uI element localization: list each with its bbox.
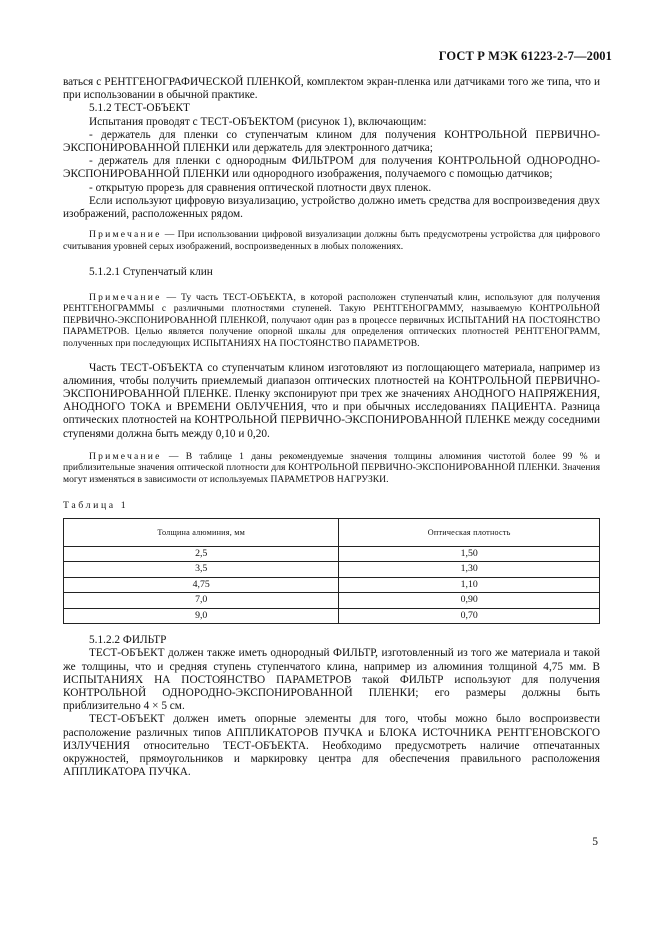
document-header: ГОСТ Р МЭК 61223-2-7—2001 bbox=[438, 49, 612, 63]
list-item-1: - держатель для пленки со ступенчатым клином для получения КОНТРОЛЬНОЙ ПЕРВИЧНО-ЭКСПОНИРОВАННОЙ ПЛЕНКИ или держатель для электронного датчика; bbox=[63, 128, 600, 155]
note-label: Примечание bbox=[89, 229, 162, 241]
section-heading-5-1-2-1: 5.1.2.1 Ступенчатый клин bbox=[89, 266, 213, 279]
note-label: Примечание bbox=[89, 291, 162, 303]
list-item-2: - держатель для пленки с однородным ФИЛЬТРОМ для получения КОНТРОЛЬНОЙ ОДНОРОДНО-ЭКСПОНИРОВАННОЙ ПЛЕНКИ или однородного изображения, получаемого с помощью датчиков; bbox=[63, 155, 600, 181]
table-header-thickness: Толщина алюминия, мм bbox=[64, 518, 339, 546]
table-cell: 1,30 bbox=[339, 562, 600, 578]
page-content bbox=[63, 76, 600, 779]
table-cell: 7,0 bbox=[64, 593, 339, 609]
note-label: Примечание bbox=[89, 450, 162, 462]
page-number: 5 bbox=[592, 836, 598, 848]
table-row bbox=[64, 546, 600, 562]
table-cell: 4,75 bbox=[64, 577, 339, 593]
list-item-3: - открытую прорезь для сравнения оптической плотности двух пленок. bbox=[89, 181, 432, 194]
table-cell: 3,5 bbox=[64, 562, 339, 578]
note-2 bbox=[63, 292, 600, 350]
note-3 bbox=[63, 451, 600, 486]
section-heading-5-1-2: 5.1.2 ТЕСТ-ОБЪЕКТ bbox=[89, 102, 190, 115]
paragraph-filter: ТЕСТ-ОБЪЕКТ должен также иметь однородный ФИЛЬТР, изготовленный из того же материала и такой же толщины, что и средняя ступень ступенчатого клина, например из алюминия толщиной 4,75 мм. В ИСПЫТАНИЯХ НА ПОСТОЯНСТВО ПАРАМЕТРОВ такой ФИЛЬТР используют для получения КОНТРОЛЬНОЙ ОДНОРОДНО-ЭКСПОНИРОВАННОЙ ПЛЕНКИ; его размеры должны быть приблизительно 4 × 5 см. bbox=[63, 647, 600, 713]
table-caption: Таблица 1 bbox=[63, 499, 129, 511]
table-header-row bbox=[64, 518, 600, 546]
paragraph-test-object: Испытания проводят с ТЕСТ-ОБЪЕКТОМ (рисунок 1), включающим: bbox=[89, 115, 427, 128]
paragraph-reference-elements: ТЕСТ-ОБЪЕКТ должен иметь опорные элементы для того, чтобы можно было воспроизвести расположение различных типов АППЛИКАТОРОВ ПУЧКА и БЛОКА ИСТОЧНИКА РЕНТГЕНОВСКОГО ИЗЛУЧЕНИЯ относительно ТЕСТ-ОБЪЕКТА. Необходимо предусмотреть наличие отпечатанных окружностей, прямоугольников и маркировку центра для обеспечения правильного расположения АППЛИКАТОРА ПУЧКА. bbox=[63, 713, 600, 779]
note-1-text: — При использовании цифровой визуализации должны быть предусмотрены устройства для цифрового считывания уровней серых изображений, воспроизведенных в любых положениях. bbox=[63, 229, 600, 252]
table-cell: 0,90 bbox=[339, 593, 600, 609]
note-3-text: — В таблице 1 даны рекомендуемые значения толщины алюминия чистотой более 99 % и приблизительные значения оптической плотности для КОНТРОЛЬНОЙ ПЕРВИЧНО-ЭКСПОНИРОВАННОЙ ПЛЕНКИ. Значения могут изменяться в зависимости от используемых ПАРАМЕТРОВ НАГРУЗКИ. bbox=[63, 450, 600, 485]
section-heading-5-1-2-2: 5.1.2.2 ФИЛЬТР bbox=[89, 634, 167, 647]
table-row bbox=[64, 593, 600, 609]
table-cell: 1,50 bbox=[339, 546, 600, 562]
table-row bbox=[64, 562, 600, 578]
paragraph-continuation: ваться с РЕНТГЕНОГРАФИЧЕСКОЙ ПЛЕНКОЙ, комплектом экран-пленка или датчиками того же типа, что и при использовании в обычной практике. bbox=[63, 76, 600, 102]
note-1 bbox=[63, 229, 600, 252]
table-row bbox=[64, 608, 600, 624]
table-1 bbox=[63, 518, 600, 625]
table-row bbox=[64, 577, 600, 593]
note-2-text: — Ту часть ТЕСТ-ОБЪЕКТА, в которой расположен ступенчатый клин, используют для получения РЕНТГЕНОГРАММЫ с различными плотностями ступеней. Такую РЕНТГЕНОГРАММУ, называемую КОНТРОЛЬНОЙ ПЕРВИЧНО-ЭКСПОНИРОВАННОЙ ПЛЕНКОЙ, получают один раз в процессе первичных ИСПЫТАНИЙ НА ПОСТОЯНСТВО ПАРАМЕТРОВ. Целью является получение опорной шкалы для определения оптических плотностей РЕНТГЕНОГРАММ, полученных при последующих ИСПЫТАНИЯХ НА ПОСТОЯНСТВО ПАРАМЕТРОВ. bbox=[63, 291, 600, 349]
table-cell: 0,70 bbox=[339, 608, 600, 624]
paragraph-step-wedge: Часть ТЕСТ-ОБЪЕКТА со ступенчатым клином изготовляют из поглощающего материала, например из алюминия, чтобы получить приемлемый диапазон оптических плотностей на КОНТРОЛЬНОЙ ПЕРВИЧНО-ЭКСПОНИРОВАННОЙ ПЛЕНКЕ. Пленку экспонируют при трех же значениях АНОДНОГО НАПРЯЖЕНИЯ, АНОДНОГО ТОКА и ВРЕМЕНИ ОБЛУЧЕНИЯ, что и при обычных исследованиях ПАЦИЕНТА. Разница оптических плотностей на КОНТРОЛЬНОЙ ПЕРВИЧНО-ЭКСПОНИРОВАННОЙ ПЛЕНКЕ между соседними ступенями должна быть между 0,10 и 0,20. bbox=[63, 361, 600, 440]
paragraph-digital: Если используют цифровую визуализацию, устройство должно иметь средства для воспроизведения двух изображений, расположенных рядом. bbox=[63, 194, 600, 221]
table-cell: 2,5 bbox=[64, 546, 339, 562]
table-header-density: Оптическая плотность bbox=[339, 518, 600, 546]
table-cell: 1,10 bbox=[339, 577, 600, 593]
table-cell: 9,0 bbox=[64, 608, 339, 624]
